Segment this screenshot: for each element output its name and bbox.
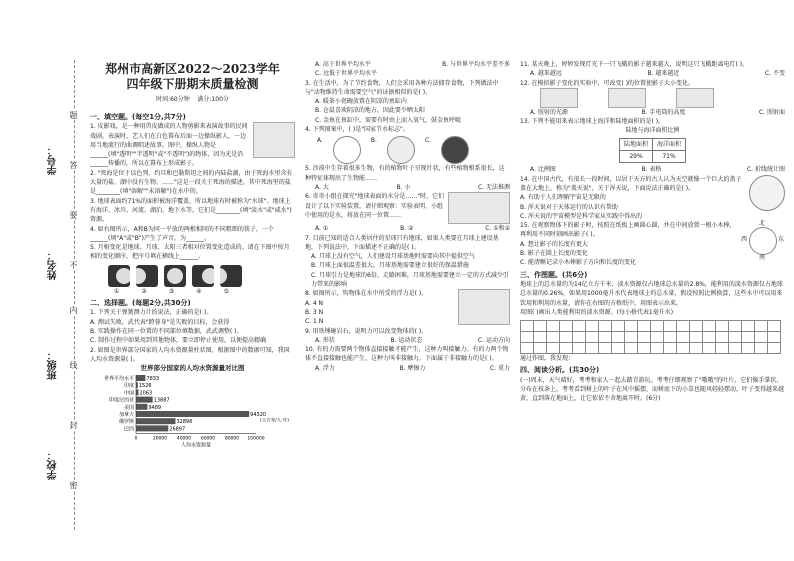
- grid-cell[interactable]: [716, 332, 729, 343]
- choice-q15: 15. 在观察物体下的影子时，按照在纸板上画圆心圆，并在中间放置一根小木棒，再利用不同时刻画出影子( )。: [520, 222, 736, 239]
- water-drop-logo-icon: [387, 136, 415, 164]
- binding-margin: [0, 0, 85, 561]
- q12-options: [520, 108, 785, 117]
- q11-options: [520, 69, 785, 78]
- option: B. ②: [400, 225, 414, 233]
- option: C. 不变: [764, 70, 785, 78]
- option-a: A. 高于世界平均水平: [315, 61, 371, 68]
- seal-line: [74, 60, 75, 530]
- grid-cell[interactable]: [755, 321, 768, 332]
- choice-q5: 5. 沙漠中生存着很多生物，有的植物叶子呈现针状，有些植物根系很长，这种特征体现出了生物能……: [305, 165, 505, 182]
- moon-phase-5: [220, 265, 242, 287]
- grid-cell[interactable]: [690, 332, 703, 343]
- grid-cell[interactable]: [768, 321, 781, 332]
- fill-q2: 2. "死海是位于以色列、约旦和巴勒斯坦之间的内陆盐湖，由于死海水里含有大量的盐，湖中没有生物。……"这是一段关于死海的描述，其中死海里的盐是________(填"溶解""未溶解")在水中的。: [90, 169, 293, 196]
- grid-cell[interactable]: [599, 321, 612, 332]
- q5-options: [305, 183, 510, 192]
- category-label: 俄罗斯: [118, 419, 134, 426]
- fill-q1: 1. 皮影戏，是一种用兽皮做成的人物剪影来表演故事的民间戏剧。表演时，艺人们在白色幕布后面一边操纵影人，一边用当地流行的曲调唱述故事。图中，操纵人物是______(填"透明""半透明"或"不透明")的物体，因为光是沿______传播的，所以在幕布上形成影子。: [90, 123, 248, 168]
- table-cell: 29%: [619, 151, 652, 163]
- choice-q12: 12. 在模拟影子变化的实验中，可改变( )的位置使影子大小变化。: [520, 79, 695, 87]
- choice-q14-c: C. 浑天说的宇宙模型是科学家从实践中得出的: [520, 212, 643, 220]
- student-number-label: 学号：: [48, 145, 59, 175]
- option-b-label: B.: [370, 137, 377, 145]
- x-tick-label: 40000: [176, 437, 192, 443]
- seal-char: 不: [69, 261, 78, 269]
- unit-label: (立方米/人·年): [260, 419, 289, 425]
- option: B. 运动状态: [390, 336, 423, 344]
- option-b: B. 与世界平均水平差不多: [442, 61, 510, 68]
- water-saving-logo-icon: [441, 136, 469, 164]
- bar: [136, 404, 147, 410]
- exam-meta: [90, 94, 295, 103]
- chart-title: 世界部分国家的人均水资源量对比图: [140, 364, 245, 373]
- category-label: 印度: [123, 383, 134, 390]
- exam-score: 满分:100分: [197, 96, 229, 103]
- concentric-circles-icon: [749, 227, 777, 255]
- choice-q15-a: A. 想让影子的长度有更大: [520, 240, 588, 248]
- choice-q11: 11. 某天晚上，婷婷发现灯光下一只飞蛾的影子越来越大，说明这只飞蛾距离电灯( )。: [520, 61, 749, 68]
- moon-phase-2: [136, 265, 158, 287]
- x-tick-label: 60000: [200, 437, 216, 443]
- grid-cell[interactable]: [521, 332, 534, 343]
- grid-cell[interactable]: [664, 332, 677, 343]
- q10-options: [305, 364, 510, 373]
- option: B. 表格: [641, 166, 662, 174]
- fill-q3: 3. 地球表面约71%的面积被海洋覆盖，所以地球有时被称为"水球"。地球上有海洋、冰川、河流、湖泊、地下水等，它们是________(填"淡水"或"咸水")资源。: [90, 197, 292, 224]
- q6-options: [305, 224, 510, 233]
- option: A. ①: [315, 225, 329, 233]
- grid-cell[interactable]: [755, 332, 768, 343]
- section-read-title: 四、阅读分析。(共30分): [520, 366, 600, 375]
- grid-cell[interactable]: [690, 343, 703, 354]
- bar: [136, 390, 138, 396]
- grid-cell[interactable]: [625, 343, 638, 354]
- table-cell: 71%: [653, 151, 686, 163]
- land-sea-table-title: 陆地与海洋面积比例: [625, 127, 680, 135]
- seal-char: 封: [69, 421, 78, 429]
- name-label: 姓名：: [48, 250, 59, 280]
- category-label: 世界平均水平: [103, 376, 134, 383]
- q2-options-ab: [305, 60, 510, 69]
- option: B. 摩擦力: [399, 364, 426, 372]
- column-3: [520, 60, 785, 550]
- seal-char: 要: [69, 211, 78, 219]
- grid-cell[interactable]: [534, 332, 547, 343]
- land-sea-table: [619, 138, 686, 164]
- choice-q1-b: B. 实践操作在同一位置的不同部位填数据，武武调整( )。: [90, 327, 243, 335]
- moon-phase-1: [108, 265, 130, 287]
- grid-cell[interactable]: [625, 332, 638, 343]
- seal-char: 密: [69, 481, 78, 489]
- grid-cell[interactable]: [729, 343, 742, 354]
- grid-cell[interactable]: [638, 321, 651, 332]
- value-label: 1526: [138, 383, 152, 390]
- bar: [136, 375, 145, 381]
- grid-cell[interactable]: [625, 321, 638, 332]
- grid-cell[interactable]: [521, 343, 534, 354]
- compass-east: 东: [778, 236, 785, 244]
- moon-phase-3: [164, 265, 186, 287]
- drawing-grid[interactable]: [520, 320, 781, 354]
- choice-q3-a: A. 暖茶小瓷碗放置在阴凉的鱼缸内: [315, 98, 407, 106]
- compass-north: 北: [759, 220, 766, 228]
- exam-header: [90, 62, 295, 103]
- spring-scale-image: [458, 289, 510, 325]
- option: B. 手电筒的高度: [641, 108, 686, 116]
- grid-cell[interactable]: [716, 343, 729, 354]
- option: A. 越来越远: [530, 70, 562, 78]
- choice-q14: 14. 在中国古代，有很长一段时间，以居于天方的古人认为天空就像一个巨大的盖子盖在大地上，称为"盖天说"，关于浑天说，下面说法正确的是( )。: [520, 175, 742, 192]
- moon-num: ④: [196, 287, 202, 295]
- grid-cell[interactable]: [612, 321, 625, 332]
- light-setup-b-image: [608, 88, 646, 108]
- q13-options: [520, 165, 785, 174]
- grid-cell[interactable]: [521, 321, 534, 332]
- option-a-label: A.: [317, 137, 323, 145]
- class-label: 班级：: [48, 350, 59, 380]
- column-2: [305, 60, 510, 540]
- grid-cell[interactable]: [586, 343, 599, 354]
- reading-passage: (一)周末，天气晴好，考考和家人一起去踏青游玩。考考仔细观察了"哦哦"的叶片，它们像手掌状，分布在枝条上，考考看到树上的叶子在风中摇摆，而树底下的小草也随风轻轻摆动，叶子变得越来越黄，直到落在地面上，让它依依不舍地离开时。(6分): [520, 376, 785, 403]
- grid-cell[interactable]: [586, 332, 599, 343]
- school-label: 学校：: [48, 450, 59, 480]
- value-label: 13887: [153, 398, 170, 405]
- option: A. 大: [315, 183, 329, 191]
- choice-q15-c: C. 能清晰记录小木棒影子方向和长度的变化: [520, 259, 637, 267]
- grid-cell[interactable]: [703, 332, 716, 343]
- moon-phase-row: [108, 265, 295, 287]
- moon-num: ③: [168, 287, 175, 295]
- grid-cell[interactable]: [651, 343, 664, 354]
- grid-cell[interactable]: [573, 343, 586, 354]
- moon-phase-numbers: [114, 287, 295, 296]
- grid-cell[interactable]: [677, 332, 690, 343]
- option: C. ①和②: [485, 225, 510, 233]
- grid-cell[interactable]: [651, 321, 664, 332]
- choice-q2: 2. 如图是世界部分国家的人均水资源量柱状图，根据图中的数据可知，我国人均水资源量( )。: [90, 346, 290, 363]
- bar: [136, 426, 168, 432]
- choice-q7-c: C. 月球引力是地球的6倍，走路困难，月球基地需要建立一定的方式减少引力带来的影响: [311, 271, 509, 289]
- grid-cell[interactable]: [742, 321, 755, 332]
- grid-cell[interactable]: [599, 343, 612, 354]
- moon-num: ①: [114, 287, 120, 295]
- exam-title-line1: 郑州市高新区2022～2023学年: [105, 62, 280, 76]
- table-header: 海洋面积: [653, 138, 686, 150]
- grid-cell[interactable]: [664, 321, 677, 332]
- category-label: 加拿大: [118, 412, 134, 419]
- choice-q3-c: C. 金鱼在鱼缸中，需要有时由上而入氧气，鼓金鱼呼吸: [315, 116, 462, 124]
- value-label: 26897: [169, 426, 186, 433]
- option: A. 浮力: [315, 364, 335, 372]
- celestial-sphere-image: [749, 175, 785, 211]
- choice-q1: 1. 下列关于弹簧测力计的说法，正确的是( )。: [90, 309, 213, 317]
- grid-cell[interactable]: [599, 332, 612, 343]
- x-tick-label: 0: [134, 437, 138, 443]
- exam-title-line2: 四年级下册期末质量检测: [126, 77, 259, 91]
- exam-time: 时间:60分钟: [156, 96, 190, 103]
- water-resource-chart: [90, 373, 290, 453]
- fill-q5: 5. 月相变化是地球、月球、太阳三者相对位置变化造成的。请在下图中按月相的变化顺序，把序号填在横线上______。: [90, 244, 290, 261]
- grid-cell[interactable]: [547, 332, 560, 343]
- bar: [136, 411, 249, 417]
- value-label: 94320: [250, 412, 267, 419]
- option: B. 小: [396, 183, 411, 191]
- category-label: 美国: [123, 405, 134, 412]
- choice-q7: 7. 目前已知的适合人类居住的星球只有地球，如果人类要在月球上建设基地，下列说法中，下面描述不正确的是( )。: [305, 234, 499, 251]
- seal-char: 答: [69, 161, 78, 169]
- grid-cell[interactable]: [547, 321, 560, 332]
- section-fill-title: 一、填空题。(每空1分,共7分): [90, 113, 186, 121]
- choice-q15-b: B. 影子在圆上长度的变化: [520, 250, 588, 258]
- light-setup-c-image: [676, 88, 714, 108]
- grid-cell[interactable]: [612, 343, 625, 354]
- grid-cell[interactable]: [651, 332, 664, 343]
- grid-cell[interactable]: [690, 321, 703, 332]
- section-draw-title: 三、作图题。(共6分): [520, 270, 588, 279]
- draw-question: 地球上的总水量约为14亿立方千米，淡水资源仅占地球总水量的2.8%，能利用的淡水资源仅占地球总水量的0.26%，如果用1000毫升水代表地球上的总水量，假设按照比例换算，这些水中可以用来饮用和利用的水量，请你在右图的方格纸中，用图表示出来。: [520, 280, 783, 307]
- grid-cell[interactable]: [716, 321, 729, 332]
- grid-cell[interactable]: [768, 332, 781, 343]
- grid-cell[interactable]: [677, 321, 690, 332]
- option: C. 无法推测: [477, 183, 510, 191]
- seal-char: 题: [69, 111, 78, 119]
- value-label: 32896: [176, 419, 193, 426]
- grid-cell[interactable]: [560, 343, 573, 354]
- choice-q10: 10. 有的力需要两个物体直接接触才能产生，这种力叫接触力。有的力两个物体不直接接触也能产生，这种力叫非接触力。下面属于非接触力的是( )。: [305, 346, 509, 363]
- recycle-logo-icon: [333, 136, 361, 164]
- x-tick-label: 80000: [224, 437, 240, 443]
- grid-cell[interactable]: [586, 321, 599, 332]
- grid-cell[interactable]: [703, 321, 716, 332]
- grid-cell[interactable]: [638, 332, 651, 343]
- draw-conclusion: 通过作图，我发现：: [520, 355, 575, 363]
- choice-q13: 13. 下列不能用来表示地球上海洋和陆地面积的是( )。: [520, 118, 665, 126]
- water-logo-options: [317, 136, 510, 164]
- grid-cell[interactable]: [742, 343, 755, 354]
- option: B. 越来越近: [647, 70, 680, 78]
- column-1: [90, 110, 295, 550]
- option: C. 运动方向: [477, 336, 510, 344]
- grid-cell[interactable]: [638, 343, 651, 354]
- q9-options: [305, 336, 510, 345]
- choice-q14-b: B. 浑天说对于天体运行的认识有帮助: [520, 203, 618, 211]
- compass-west: 西: [741, 236, 748, 244]
- option: C. 1 N: [305, 318, 324, 326]
- choice-q1-a: A. 测试失败，武代表"跨蓉身"是失败的目标，会获得: [90, 318, 230, 326]
- category-label: 中国: [123, 390, 134, 397]
- grid-cell[interactable]: [677, 343, 690, 354]
- moon-num: ②: [141, 287, 147, 295]
- section-choice-title: 二、选择题。(每题2分,共30分): [90, 299, 191, 308]
- bar: [136, 419, 175, 425]
- choice-q4: 4. 下列图案中，( )是"国家节水标志"。: [305, 126, 409, 134]
- shadow-puppet-image: [253, 122, 295, 158]
- choice-q1-c: C. 制作过程中如果用到其他物体，要立即停止使用，以便提高精确: [90, 337, 267, 345]
- grid-cell[interactable]: [664, 343, 677, 354]
- compass-south: 南: [759, 254, 766, 262]
- option: A. 照射的光源: [530, 108, 568, 116]
- table-header: 陆地面积: [619, 138, 652, 150]
- grid-cell[interactable]: [560, 321, 573, 332]
- grid-cell[interactable]: [534, 321, 547, 332]
- grid-cell[interactable]: [534, 343, 547, 354]
- x-tick-label: 20000: [152, 437, 168, 443]
- seal-char: 线: [69, 361, 78, 369]
- grid-cell[interactable]: [729, 321, 742, 332]
- option: A. 形状: [315, 336, 335, 344]
- choice-q9: 9. 用铁锤砸岩石，说明力可以改变物体的( )。: [305, 327, 428, 335]
- choice-q6: 6. 奇奇小组在探究"地球表面的水分是……"时，它们设计了以下实验装置，请仔细观察：实验表明，小组中使用的是水，将放在同一位置……: [305, 193, 445, 219]
- option-c-label: C.: [424, 137, 432, 145]
- light-setup-a-image: [540, 88, 578, 108]
- grid-cell[interactable]: [755, 343, 768, 354]
- value-label: 7833: [146, 376, 160, 383]
- compass-diagram: [741, 221, 785, 261]
- grid-cell[interactable]: [573, 321, 586, 332]
- option: B. 3 N: [305, 308, 324, 316]
- value-label: 9489: [148, 405, 162, 412]
- value-label: 2063: [139, 390, 153, 397]
- grid-cell[interactable]: [612, 332, 625, 343]
- grid-cell[interactable]: [729, 332, 742, 343]
- option: A. 4 N: [305, 299, 324, 307]
- option: C. 折线统计图: [746, 166, 785, 174]
- moon-num: ⑤: [223, 287, 229, 295]
- bar: [136, 397, 153, 403]
- choice-q7-b: B. 月球上面很温差很大，月球基地需要建立很好的保温措施: [311, 262, 469, 270]
- choice-q3-b: B. 仓鼠喜欢阴凉的地方，因此要少晒太阳: [315, 107, 425, 115]
- experiment-image: [448, 192, 510, 224]
- choice-q3: 3. 在生活中，为了节约食物，人们会采用各种方法储存食物，下列做法中与"动物维持生命需要空气"的证据相似的是( )。: [305, 79, 499, 96]
- seal-char: 内: [69, 306, 78, 314]
- grid-cell[interactable]: [573, 332, 586, 343]
- option-c: C. 远低于世界平均水平: [315, 70, 378, 78]
- category-label: 巴西: [123, 426, 134, 433]
- fill-q4: 4. 如右图所示，A和B为同一平放的两根相同的不同粗细的筷子，一个______(填"A"或"B")产生了声音，为______。: [90, 225, 274, 242]
- grid-cell[interactable]: [742, 332, 755, 343]
- choice-q8: 8. 如图所示，钩物体在水中所受的浮力是( )。: [305, 290, 428, 298]
- grid-cell[interactable]: [560, 332, 573, 343]
- grid-cell[interactable]: [768, 343, 781, 354]
- x-axis-label: 人均水资源量: [180, 443, 212, 450]
- category-label: 印度尼西亚: [108, 398, 134, 405]
- option: C. 重力: [489, 364, 510, 372]
- grid-cell[interactable]: [547, 343, 560, 354]
- choice-q14-a: A. 有助于人们理解宇宙是无限的: [520, 194, 606, 202]
- option: A. 比例图: [530, 166, 556, 174]
- draw-hint: 用图( )画出人类能利用的淡水资源。(每小格代表1毫升水): [520, 308, 674, 316]
- x-tick-label: 100000: [247, 437, 265, 443]
- grid-cell[interactable]: [703, 343, 716, 354]
- moon-phase-4: [192, 265, 214, 287]
- option: C. 照射面: [758, 108, 785, 116]
- choice-q7-a: A. 月球上没有空气，人们建设月球基地时需要向其中提供空气: [311, 253, 475, 261]
